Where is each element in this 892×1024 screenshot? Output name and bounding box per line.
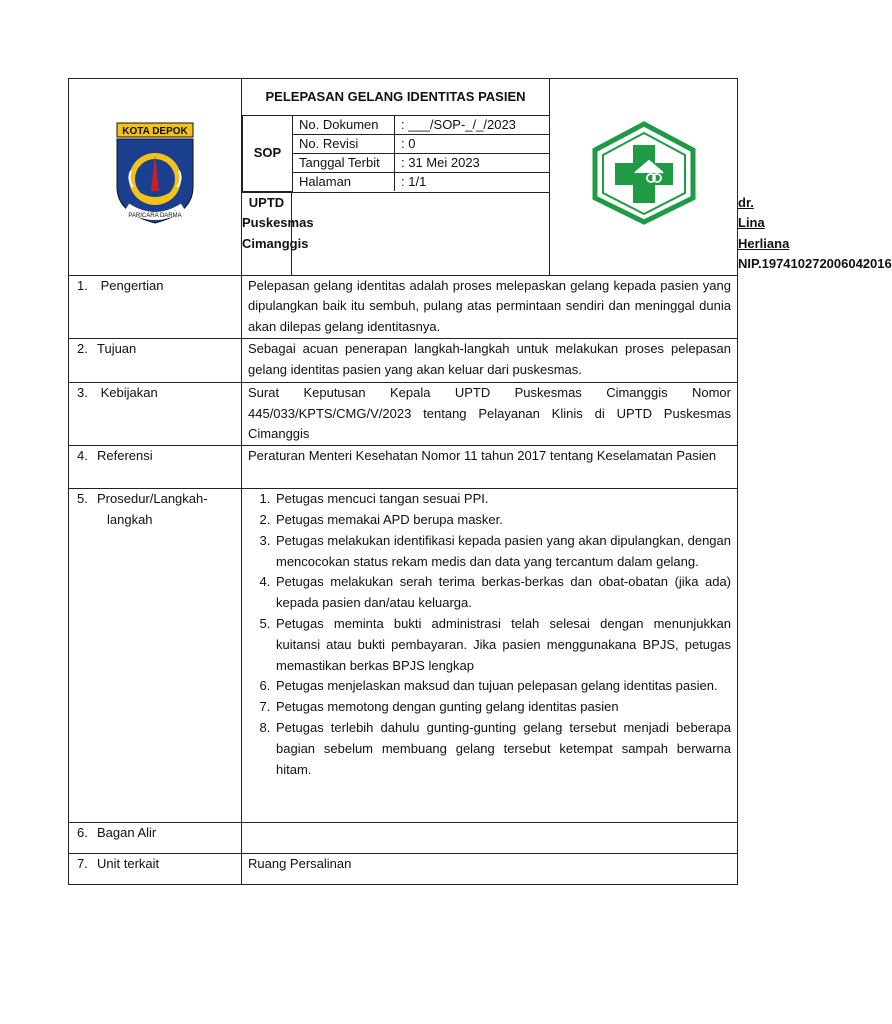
section-body-tujuan: Sebagai acuan penerapan langkah-langkah untuk melakukan proses pelepasan gelang identitas pasien yang akan keluar dari puskesmas. [242, 338, 738, 382]
procedure-step: 5. Petugas meminta bukti administrasi telah selesai dengan menunjukkan kuitansi atau bukti pembayaran. Jika pasien menggunakana BPJS, petugas memastikan berkas BPJS lengkap [274, 614, 731, 676]
org-name-line2: Cimanggis [242, 235, 309, 251]
section-body-referensi: Peraturan Menteri Kesehatan Nomor 11 tahun 2017 tentang Keselamatan Pasien [242, 446, 738, 489]
section-body-kebijakan: Surat Keputusan Kepala UPTD Puskesmas Cimanggis Nomor 445/033/KPTS/CMG/V/2023 tentang Pelayanan Klinis di UPTD Puskesmas Cimanggis [242, 382, 738, 445]
meta-value-dokumen: : ___/SOP-_/_/2023 [395, 116, 550, 135]
document-title: PELEPASAN GELANG IDENTITAS PASIEN [265, 89, 526, 104]
puskesmas-logo-icon [589, 121, 699, 225]
sop-table: KOTA DEPOK PARICARA DARMA PELEPASAN GELANG IDENTITAS PASIEN SOP No. Dokumen : ___/SOP-_/_/2023 No. Revisi : 0 Tanggal Terbit : 31 Mei 2023 Halaman : 1/1 UPTD Puskesmas Cimanggis dr. Lina Herliana NIP.197410272006042016 1. Pengertian Pelepasan gelang identitas adalah proses melepaskan gelang kepada pasien yang dipulangkan baik itu sembuh, pulang atas permintaan sendiri dan meninggal dunia akan dilepas gelang identitasnya. 2. Tujuan Sebagai acuan penerapan langkah-langkah untuk melakukan proses pelepasan gelang identitas pasien yang akan keluar dari puskesmas. 3. Kebijakan Surat Keputusan Kepala UPTD Puskesmas Cimanggis Nomor 445/033/KPTS/CMG/V/2023 tentang Pelayanan Klinis di UPTD Puskesmas Cimanggis 4. Referensi Peraturan Menteri Kesehatan Nomor 11 tahun 2017 tentang Keselamatan Pasien 5. Prosedur/Langkah- langkah 1. Petugas mencuci tangan sesuai PPI. 2. Petugas memakai APD berupa masker. 3. Petugas melakukan identifikasi kepada pasien yang akan dipulangkan, dengan mencocokan status rekam medis dan data yang tercantum dalam gelang. 4. Petugas melakukan serah terima berkas-berkas dan obat-obatan (jika ada) kepada pasien dan/atau keluarga. 5. Petugas meminta bukti administrasi telah selesai dengan menunjukkan kuitansi atau bukti pembayaran. Jika pasien menggunakana BPJS, petugas memastikan berkas BPJS lengkap 6. Petugas menjelaskan maksud dan tujuan pelepasan gelang identitas pasien. 7. Petugas memotong dengan gunting gelang identitas pasien 8. Petugas terlebih dahulu gunting-gunting gelang tersebut menjadi beberapa bagian sebelum membuang gelang tersebut ketempat sampah berwarna hitam. 6. Bagan Alir 7. Unit terkait Ruang Persalinan [68, 78, 738, 885]
section-label-bagan-alir: 6. Bagan Alir [69, 823, 242, 854]
meta-label-revisi: No. Revisi [293, 135, 395, 154]
procedure-step: 7. Petugas memotong dengan gunting gelang identitas pasien [274, 697, 731, 718]
emblem-title: KOTA DEPOK [122, 126, 188, 138]
meta-label-tanggal: Tanggal Terbit [293, 154, 395, 173]
kota-depok-emblem-icon [109, 121, 201, 225]
procedure-step: 6. Petugas menjelaskan maksud dan tujuan pelepasan gelang identitas pasien. [274, 676, 731, 697]
sop-label: SOP [243, 116, 293, 192]
procedure-step: 2. Petugas memakai APD berupa masker. [274, 510, 731, 531]
meta-label-halaman: Halaman [293, 173, 395, 192]
section-body-bagan-alir [242, 823, 738, 854]
document-meta [242, 115, 549, 192]
section-label-pengertian: 1. Pengertian [69, 275, 242, 338]
section-label-prosedur: 5. Prosedur/Langkah- langkah [69, 489, 242, 823]
section-label-unit-terkait: 7. Unit terkait [69, 854, 242, 885]
procedure-steps [242, 489, 737, 780]
section-body-prosedur [242, 489, 738, 823]
procedure-step: 1. Petugas mencuci tangan sesuai PPI. [274, 489, 731, 510]
meta-value-halaman: : 1/1 [395, 173, 550, 192]
org-name-line1: UPTD Puskesmas [242, 194, 314, 230]
procedure-step: 8. Petugas terlebih dahulu gunting-gunting gelang tersebut menjadi beberapa bagian sebelum membuang gelang tersebut ketempat sampah berwarna hitam. [274, 718, 731, 780]
depok-logo-cell [69, 79, 242, 276]
procedure-step: 4. Petugas melakukan serah terima berkas-berkas dan obat-obatan (jika ada) kepada pasien dan/atau keluarga. [274, 572, 731, 614]
section-label-kebijakan: 3. Kebijakan [69, 382, 242, 445]
emblem-motto: PARICARA DARMA [128, 213, 182, 220]
meta-label-dokumen: No. Dokumen [293, 116, 395, 135]
section-body-unit-terkait: Ruang Persalinan [242, 854, 738, 885]
procedure-step: 3. Petugas melakukan identifikasi kepada pasien yang akan dipulangkan, dengan mencocokan status rekam medis dan data yang tercantum dalam gelang. [274, 531, 731, 573]
org-name [242, 192, 314, 275]
section-label-tujuan: 2. Tujuan [69, 338, 242, 382]
sop-document [68, 78, 892, 885]
section-body-pengertian: Pelepasan gelang identitas adalah proses melepaskan gelang kepada pasien yang dipulangkan baik itu sembuh, pulang atas permintaan sendiri dan meninggal dunia akan dilepas gelang identitasnya. [242, 275, 738, 338]
meta-value-revisi: : 0 [395, 135, 550, 154]
section-label-referensi: 4. Referensi [69, 446, 242, 489]
meta-value-tanggal: : 31 Mei 2023 [395, 154, 550, 173]
